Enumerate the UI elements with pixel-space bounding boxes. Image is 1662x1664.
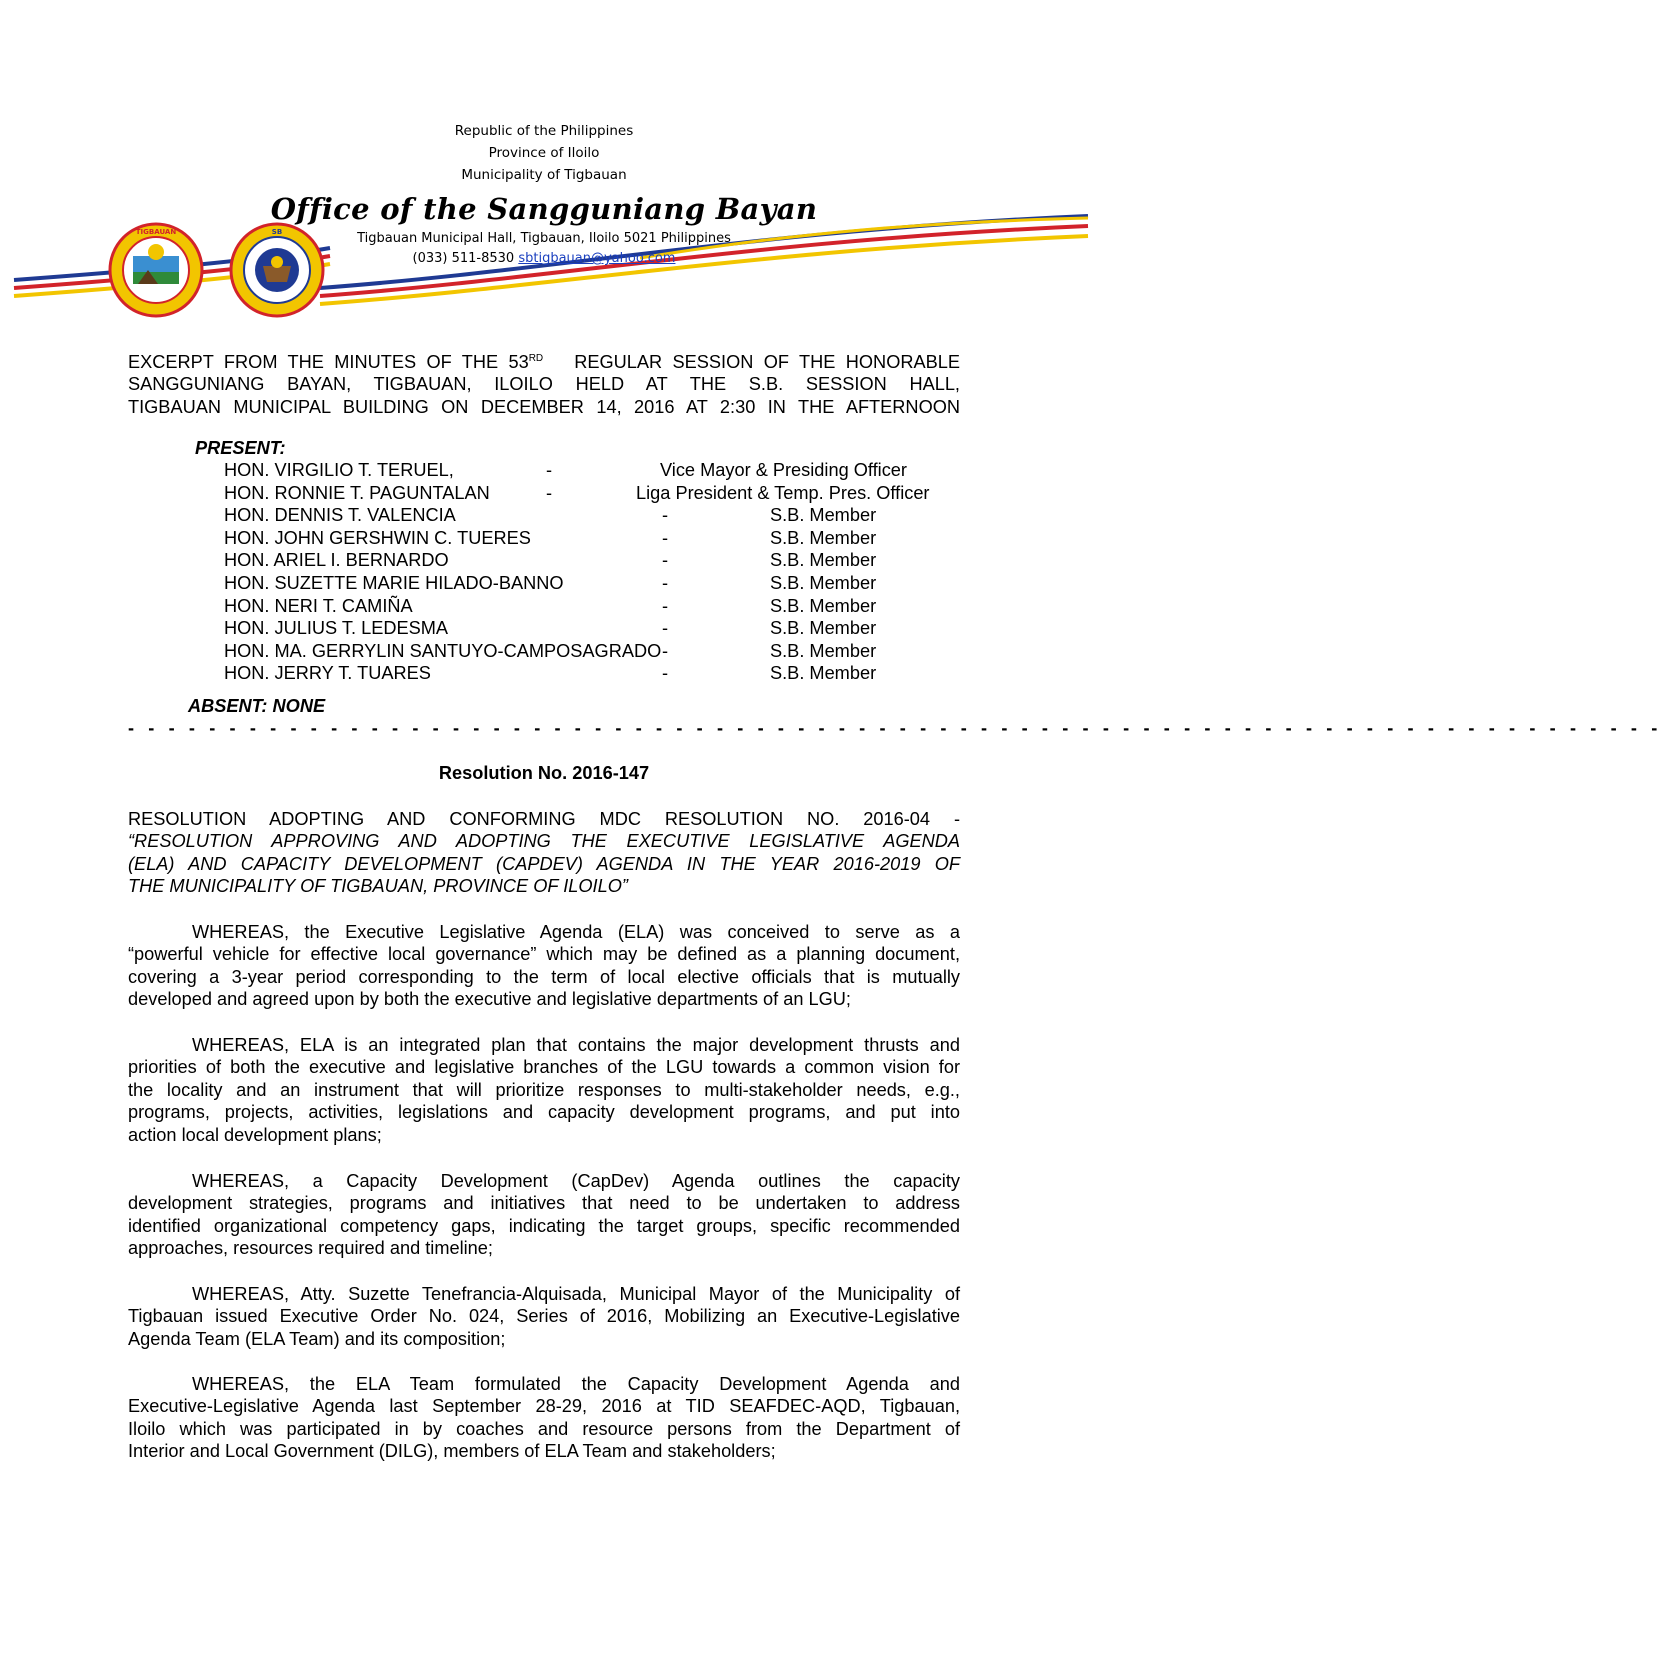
member-dash: - bbox=[662, 618, 669, 639]
whereas-paragraph bbox=[128, 1373, 960, 1463]
member-name: HON. MA. GERRYLIN SANTUYO-CAMPOSAGRADO bbox=[224, 640, 662, 661]
province-line: Province of Iloilo bbox=[488, 145, 600, 161]
whereas-line: WHEREAS, a Capacity Development (CapDev) Agenda outlines the capacity bbox=[192, 1171, 960, 1191]
email-link[interactable]: sbtigbauan@yahoo.com bbox=[518, 251, 676, 266]
whereas-paragraph bbox=[128, 1034, 960, 1146]
member-name: HON. JULIUS T. LEDESMA bbox=[224, 618, 449, 639]
absent-label: ABSENT: NONE bbox=[188, 696, 326, 716]
member-role: Vice Mayor & Presiding Officer bbox=[660, 460, 907, 480]
member-row bbox=[224, 618, 964, 640]
letterhead bbox=[0, 120, 1088, 340]
resolution-title-line-2: “RESOLUTION APPROVING AND ADOPTING THE EXECUTIVE LEGISLATIVE AGENDA bbox=[128, 831, 960, 852]
member-name: HON. RONNIE T. PAGUNTALAN bbox=[224, 482, 490, 503]
excerpt-header bbox=[128, 348, 960, 418]
contact-line bbox=[0, 248, 1088, 270]
member-name: HON. VIRGILIO T. TERUEL, bbox=[224, 460, 454, 480]
member-role: S.B. Member bbox=[770, 618, 877, 639]
whereas-line: WHEREAS, the ELA Team formulated the Capacity Development Agenda and bbox=[192, 1374, 960, 1394]
member-name: HON. JERRY T. TUARES bbox=[224, 663, 431, 684]
member-row bbox=[224, 573, 964, 595]
member-dash: - bbox=[662, 595, 669, 616]
member-row bbox=[224, 460, 964, 482]
whereas-line: Agenda Team (ELA Team) and its composition; bbox=[128, 1328, 506, 1349]
whereas-line: programs, projects, activities, legislations and capacity development programs, and put into bbox=[128, 1102, 960, 1123]
excerpt-line-2: SANGGUNIANG BAYAN, TIGBAUAN, ILOILO HELD AT THE S.B. SESSION HALL, bbox=[128, 374, 960, 395]
whereas-line: Interior and Local Government (DILG), members of ELA Team and stakeholders; bbox=[128, 1441, 776, 1462]
phone-number: (033) 511-8530 bbox=[412, 251, 515, 266]
whereas-line: priorities of both the executive and legislative branches of the LGU towards a common vision for bbox=[128, 1057, 960, 1078]
member-role: S.B. Member bbox=[770, 527, 877, 548]
member-row bbox=[224, 550, 964, 572]
whereas-line: covering a 3-year period corresponding to the term of local elective officials that is mutually bbox=[128, 966, 960, 987]
whereas-line: Executive-Legislative Agenda last September 28-29, 2016 at TID SEAFDEC-AQD, Tigbauan, bbox=[128, 1396, 960, 1417]
whereas-line: WHEREAS, ELA is an integrated plan that contains the major development thrusts and bbox=[192, 1035, 960, 1055]
whereas-line: WHEREAS, Atty. Suzette Tenefrancia-Alquisada, Municipal Mayor of the Municipality of bbox=[192, 1284, 960, 1304]
resolution-number: Resolution No. 2016-147 bbox=[438, 763, 650, 783]
resolution-title bbox=[128, 808, 960, 898]
member-role: S.B. Member bbox=[770, 663, 877, 684]
member-role: S.B. Member bbox=[770, 550, 877, 571]
member-dash: - bbox=[662, 573, 669, 593]
dashed-separator: - - - - - - - - - - - - - - - - - - - - - - - - - - - - - - - - - - - - - - - - - - - - - - - - - - - - - - - - - - - - - - - - - - - - - - - - - - - - bbox=[128, 718, 1662, 738]
whereas-line: the locality and an instrument that will prioritize responses to multi-stakeholder needs, e.g., bbox=[128, 1079, 960, 1100]
whereas-line: WHEREAS, the Executive Legislative Agenda (ELA) was conceived to serve as a bbox=[192, 922, 960, 942]
whereas-line: identified organizational competency gaps, indicating the target groups, specific recommended bbox=[128, 1215, 960, 1236]
member-name: HON. NERI T. CAMIÑA bbox=[224, 595, 413, 616]
whereas-paragraph bbox=[128, 1170, 960, 1260]
resolution-title-line-1: RESOLUTION ADOPTING AND CONFORMING MDC RESOLUTION NO. 2016-04 - bbox=[128, 809, 960, 829]
member-role: S.B. Member bbox=[770, 640, 877, 661]
resolution-title-line-3: (ELA) AND CAPACITY DEVELOPMENT (CAPDEV) AGENDA IN THE YEAR 2016-2019 OF bbox=[128, 853, 960, 874]
whereas-paragraph bbox=[128, 921, 960, 1011]
whereas-line: developed and agreed upon by both the executive and legislative departments of an LGU; bbox=[128, 989, 851, 1010]
member-dash: - bbox=[662, 663, 669, 684]
svg-text:SB: SB bbox=[271, 228, 283, 236]
member-row bbox=[224, 663, 964, 685]
member-row bbox=[224, 641, 964, 663]
present-label: PRESENT: bbox=[195, 438, 286, 458]
member-role: S.B. Member bbox=[770, 505, 877, 526]
member-row bbox=[224, 528, 964, 550]
address-line: Tigbauan Municipal Hall, Tigbauan, Iloilo 5021 Philippines bbox=[357, 231, 731, 246]
member-dash: - bbox=[662, 640, 669, 661]
municipality-line: Municipality of Tigbauan bbox=[461, 167, 627, 183]
member-dash: - bbox=[662, 550, 669, 571]
member-role: S.B. Member bbox=[770, 595, 877, 616]
member-role: S.B. Member bbox=[770, 573, 877, 593]
member-dash: - bbox=[662, 527, 669, 548]
whereas-line: Tigbauan issued Executive Order No. 024, Series of 2016, Mobilizing an Executive-Legislative bbox=[128, 1306, 960, 1327]
whereas-line: development strategies, programs and initiatives that need to be undertaken to address bbox=[128, 1193, 960, 1214]
whereas-line: approaches, resources required and timeline; bbox=[128, 1238, 493, 1259]
resolution-title-line-4: THE MUNICIPALITY OF TIGBAUAN, PROVINCE OF ILOILO” bbox=[128, 876, 628, 897]
country-line: Republic of the Philippines bbox=[454, 123, 634, 139]
whereas-line: action local development plans; bbox=[128, 1124, 382, 1145]
whereas-paragraph bbox=[128, 1283, 960, 1350]
member-dash: - bbox=[546, 482, 553, 503]
member-row bbox=[224, 483, 964, 505]
excerpt-line-1: EXCERPT FROM THE MINUTES OF THE 53RD REGULAR SESSION OF THE HONORABLE bbox=[128, 352, 960, 372]
member-row bbox=[224, 596, 964, 618]
member-name: HON. SUZETTE MARIE HILADO-BANNO bbox=[224, 573, 564, 593]
whereas-line: “powerful vehicle for effective local governance” which may be defined as a planning document, bbox=[128, 944, 960, 965]
member-name: HON. DENNIS T. VALENCIA bbox=[224, 505, 456, 526]
member-row bbox=[224, 505, 964, 527]
member-dash: - bbox=[546, 460, 553, 480]
excerpt-line-3: TIGBAUAN MUNICIPAL BUILDING ON DECEMBER 14, 2016 AT 2:30 IN THE AFTERNOON bbox=[128, 396, 960, 417]
office-title: Office of the Sangguniang Bayan bbox=[270, 192, 818, 226]
svg-text:TIGBAUAN: TIGBAUAN bbox=[135, 228, 177, 236]
member-name: HON. JOHN GERSHWIN C. TUERES bbox=[224, 527, 531, 548]
member-role: Liga President & Temp. Pres. Officer bbox=[636, 482, 930, 503]
member-dash: - bbox=[662, 505, 669, 526]
member-name: HON. ARIEL I. BERNARDO bbox=[224, 550, 449, 571]
whereas-line: Iloilo which was participated in by coaches and resource persons from the Department of bbox=[128, 1418, 960, 1439]
